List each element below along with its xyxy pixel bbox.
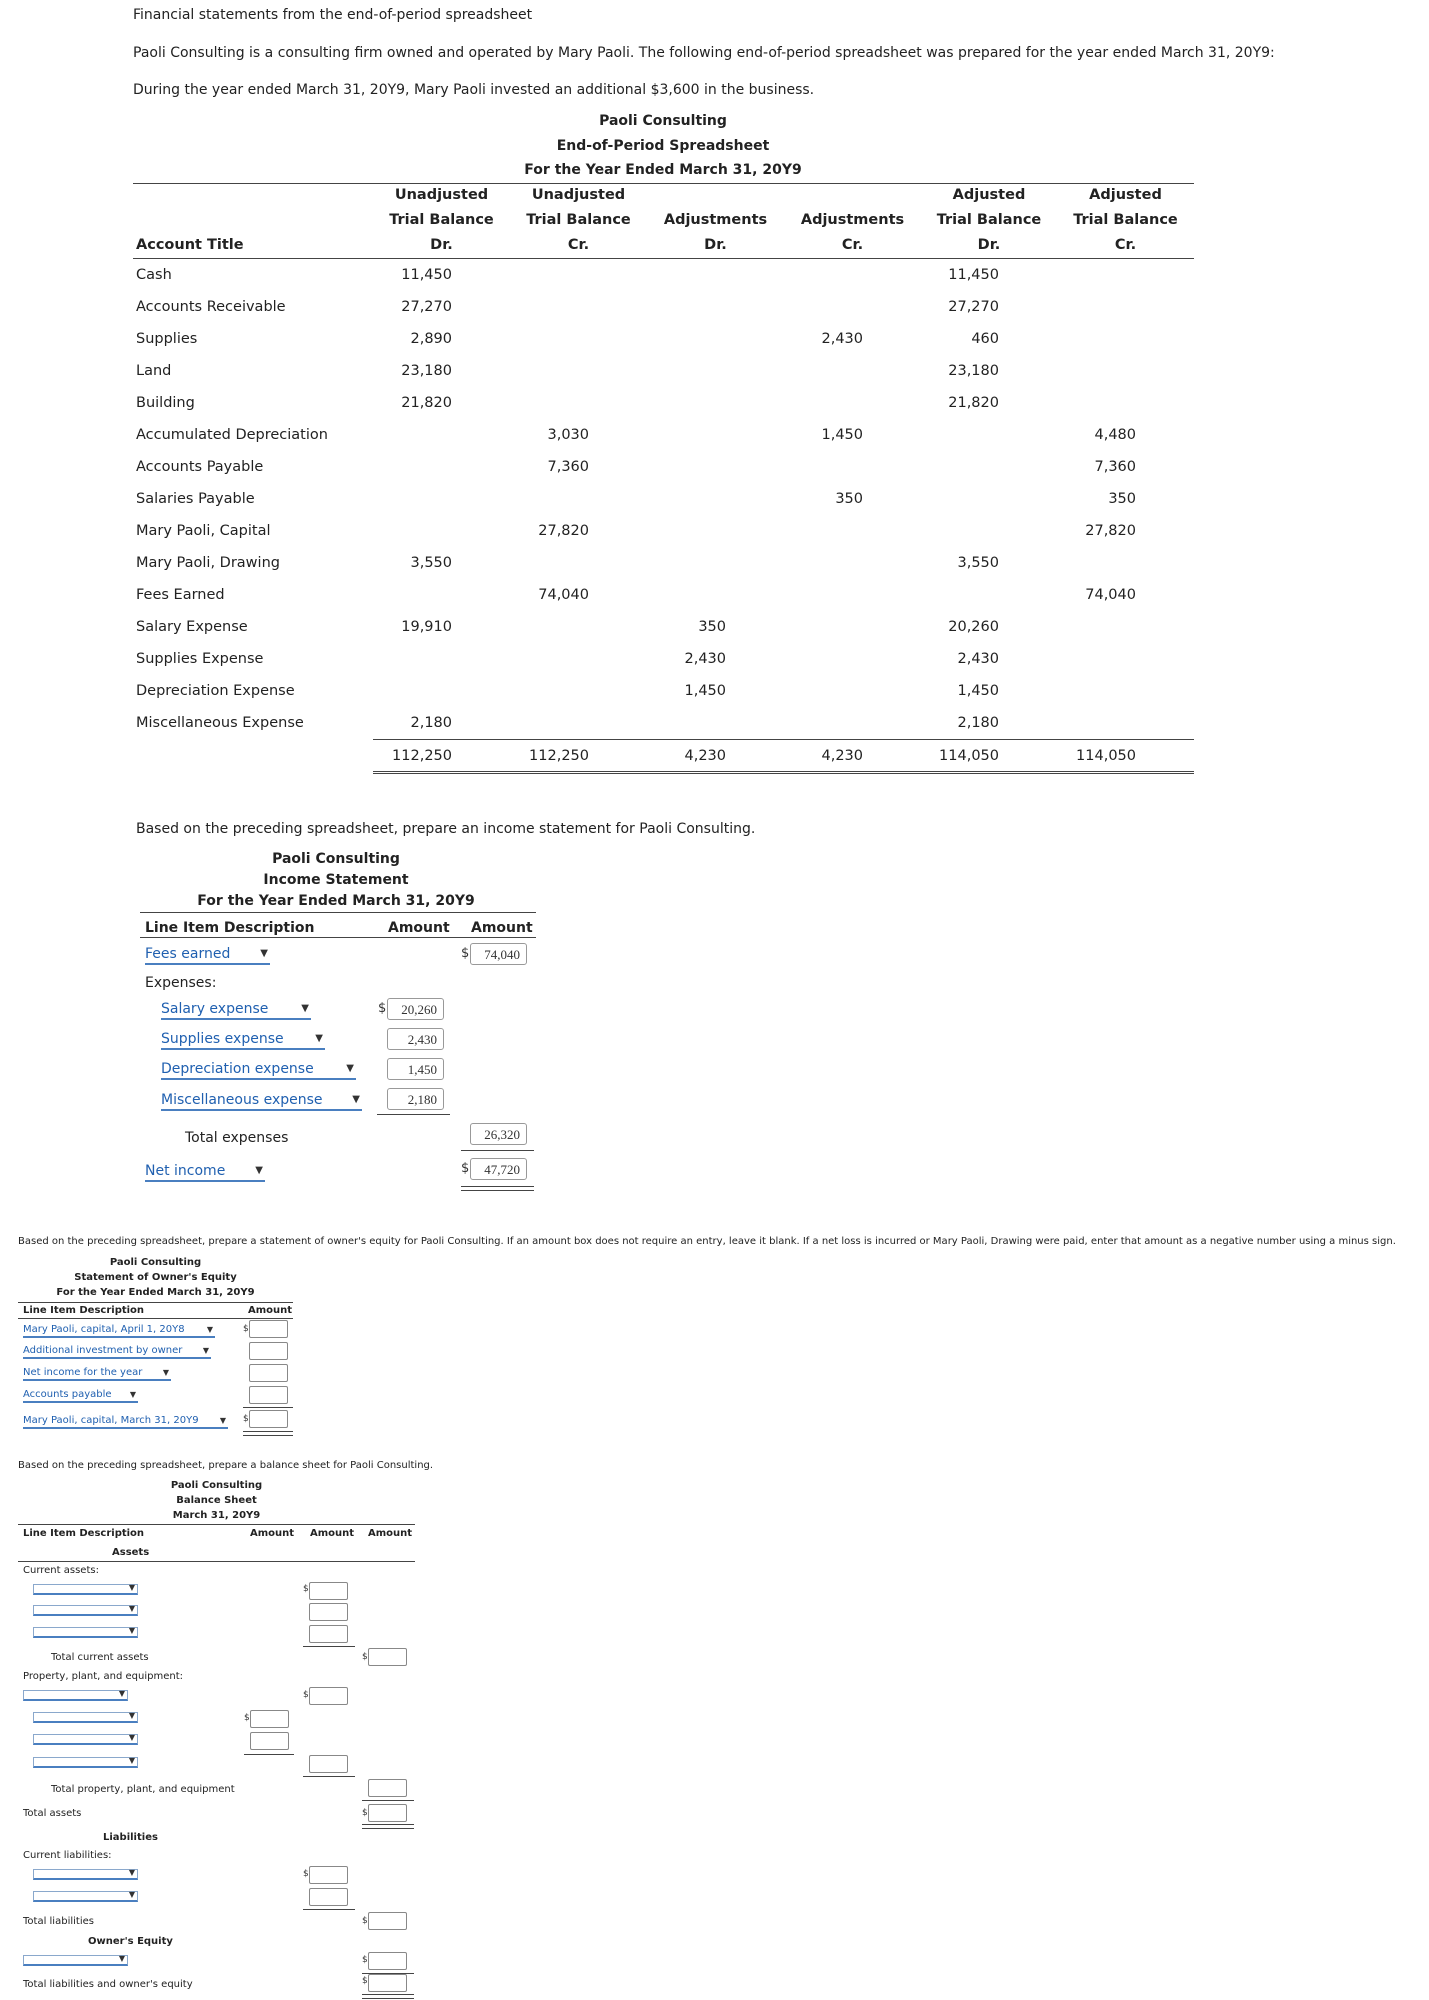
salary-expense-select[interactable]: Salary expense ▼ <box>161 1000 311 1020</box>
total-cell: 112,250 <box>510 740 647 773</box>
owners-equity-prompt: Based on the preceding spreadsheet, prepare a statement of owner's equity for Paoli Consulting. If an amount box does not require an entry, leave it blank. If a net loss is incurred or Mary Paoli, Drawing were paid, enter that amount as a negative number using a minus sign. <box>18 1236 1396 1247</box>
oe-title: Statement of Owner's Equity <box>74 1272 237 1283</box>
amount-cell <box>921 515 1057 547</box>
investment-note: During the year ended March 31, 20Y9, Mary Paoli invested an additional $3,600 in the business. <box>133 82 815 98</box>
col-header: Adjusted <box>952 187 1026 203</box>
net-income-amount[interactable]: 47,720 <box>470 1158 527 1180</box>
amount-cell: 3,550 <box>410 555 452 571</box>
col-header: Dr. <box>647 233 784 259</box>
account-title: Supplies <box>136 331 198 347</box>
col-header <box>133 208 373 233</box>
account-title: Land <box>136 363 172 379</box>
amount-cell <box>1057 611 1194 643</box>
col-header <box>133 183 373 208</box>
amount-cell: 2,180 <box>957 715 999 731</box>
amount-cell: 1,450 <box>957 683 999 699</box>
amount-cell <box>1057 675 1194 707</box>
oe-col-desc: Line Item Description <box>23 1305 145 1316</box>
total-expenses-amount[interactable]: 26,320 <box>470 1123 527 1145</box>
amount-cell: 3,550 <box>957 555 999 571</box>
spreadsheet-row <box>133 355 1194 387</box>
bs-total-assets-label: Total assets <box>23 1808 82 1819</box>
col-header: Cr. <box>1057 233 1194 259</box>
amount-cell: 19,910 <box>401 619 452 635</box>
bs-total-current-assets-amount[interactable] <box>368 1648 407 1666</box>
amount-cell: 1,450 <box>684 683 726 699</box>
amount-cell: 2,430 <box>821 331 863 347</box>
oe-additional-investment-select[interactable]: Additional investment by owner ▼ <box>23 1344 211 1359</box>
amount-cell <box>647 707 784 740</box>
amount-cell <box>647 291 784 323</box>
bs-current-liability-1-amount[interactable] <box>309 1866 348 1884</box>
amount-cell <box>510 259 647 292</box>
bs-total-ppe-amount[interactable] <box>368 1779 407 1797</box>
amount-cell <box>647 515 784 547</box>
bs-ppe-1-amount[interactable] <box>309 1687 348 1705</box>
bs-current-liabilities-label: Current liabilities: <box>23 1850 112 1861</box>
amount-cell: 4,480 <box>1094 427 1136 443</box>
oe-additional-investment-amount[interactable] <box>249 1342 288 1360</box>
total-cell: 4,230 <box>647 740 784 773</box>
bs-ppe-label: Property, plant, and equipment: <box>23 1671 184 1682</box>
bs-total-liabilities-label: Total liabilities <box>23 1916 94 1927</box>
oe-accounts-payable-amount[interactable] <box>249 1386 288 1404</box>
amount-cell <box>784 387 921 419</box>
bs-current-asset-1-amount[interactable] <box>309 1582 348 1600</box>
oe-ending-capital-amount[interactable] <box>249 1410 288 1428</box>
is-period: For the Year Ended March 31, 20Y9 <box>197 893 475 909</box>
amount-cell <box>784 611 921 643</box>
bs-equity-heading: Owner's Equity <box>88 1936 173 1947</box>
amount-cell <box>647 259 784 292</box>
col-header: Trial Balance <box>1073 212 1178 228</box>
is-col-amount-2: Amount <box>471 920 533 936</box>
total-cell: 114,050 <box>1057 740 1194 773</box>
expenses-label: Expenses: <box>145 975 217 991</box>
amount-cell <box>921 451 1057 483</box>
amount-cell <box>373 483 510 515</box>
amount-cell <box>921 483 1057 515</box>
col-header: Cr. <box>784 233 921 259</box>
amount-cell <box>647 579 784 611</box>
amount-cell: 23,180 <box>401 363 452 379</box>
amount-cell <box>510 387 647 419</box>
bs-equity-amount[interactable] <box>368 1952 407 1970</box>
spreadsheet-row <box>133 707 1194 740</box>
end-of-period-spreadsheet <box>133 183 1194 774</box>
amount-cell: 27,270 <box>948 299 999 315</box>
bs-current-asset-2-select[interactable]: ▼ <box>33 1605 138 1616</box>
col-header: Dr. <box>921 233 1057 259</box>
amount-cell <box>510 611 647 643</box>
miscellaneous-expense-select[interactable]: Miscellaneous expense ▼ <box>161 1091 362 1111</box>
bs-total-liab-equity-label: Total liabilities and owner's equity <box>23 1979 193 1990</box>
col-header: Trial Balance <box>526 212 631 228</box>
balance-sheet-prompt: Based on the preceding spreadsheet, prepare a balance sheet for Paoli Consulting. <box>18 1460 434 1471</box>
bs-current-asset-3-select[interactable]: ▼ <box>33 1627 138 1638</box>
bs-company: Paoli Consulting <box>170 1480 263 1491</box>
amount-cell: 460 <box>971 331 999 347</box>
bs-ppe-3-amount[interactable] <box>250 1732 289 1750</box>
amount-cell: 27,820 <box>538 523 589 539</box>
amount-cell <box>373 579 510 611</box>
amount-cell: 7,360 <box>547 459 589 475</box>
amount-cell: 21,820 <box>948 395 999 411</box>
depreciation-expense-select[interactable]: Depreciation expense ▼ <box>161 1060 356 1080</box>
oe-col-amount: Amount <box>248 1305 293 1316</box>
col-header: Cr. <box>510 233 647 259</box>
amount-cell <box>1057 547 1194 579</box>
amount-cell <box>784 643 921 675</box>
amount-cell <box>1057 323 1194 355</box>
amount-cell <box>784 451 921 483</box>
amount-cell: 74,040 <box>538 587 589 603</box>
spreadsheet-row <box>133 515 1194 547</box>
amount-cell <box>510 675 647 707</box>
totals-label <box>133 740 373 773</box>
amount-cell <box>373 675 510 707</box>
bs-ppe-4-amount[interactable] <box>309 1755 348 1773</box>
total-cell: 4,230 <box>784 740 921 773</box>
amount-cell <box>647 483 784 515</box>
amount-cell: 2,890 <box>410 331 452 347</box>
amount-cell <box>647 355 784 387</box>
bs-current-asset-3-amount[interactable] <box>309 1625 348 1643</box>
amount-cell: 20,260 <box>948 619 999 635</box>
amount-cell: 21,820 <box>401 395 452 411</box>
bs-col-amount-3: Amount <box>368 1528 413 1539</box>
amount-cell: 2,430 <box>957 651 999 667</box>
amount-cell <box>784 579 921 611</box>
account-title: Miscellaneous Expense <box>136 715 304 732</box>
bs-ppe-2-select[interactable]: ▼ <box>33 1712 138 1723</box>
col-header: Adjustments <box>800 212 905 228</box>
amount-cell <box>784 707 921 740</box>
supplies-expense-amount[interactable]: 2,430 <box>387 1028 444 1050</box>
amount-cell: 7,360 <box>1094 459 1136 475</box>
page-title: Financial statements from the end-of-period spreadsheet <box>133 7 533 23</box>
net-income-select[interactable]: Net income ▼ <box>145 1162 265 1182</box>
bs-total-assets-amount[interactable] <box>368 1804 407 1822</box>
amount-cell <box>784 259 921 292</box>
miscellaneous-expense-amount[interactable]: 2,180 <box>387 1088 444 1110</box>
is-col-amount-1: Amount <box>388 920 450 936</box>
intro-text: Paoli Consulting is a consulting firm owned and operated by Mary Paoli. The following end-of-period spreadsheet was prepared for the year ended March 31, 20Y9: <box>133 45 1275 61</box>
col-header <box>784 183 921 208</box>
amount-cell <box>647 419 784 451</box>
spreadsheet-period: For the Year Ended March 31, 20Y9 <box>524 162 802 178</box>
account-title: Salary Expense <box>136 619 248 635</box>
amount-cell <box>1057 707 1194 740</box>
spreadsheet-row <box>133 259 1194 292</box>
amount-cell <box>784 515 921 547</box>
bs-total-current-assets-label: Total current assets <box>51 1652 149 1663</box>
income-statement-prompt: Based on the preceding spreadsheet, prepare an income statement for Paoli Consulting. <box>136 821 756 837</box>
bs-current-liability-1-select[interactable]: ▼ <box>33 1869 138 1880</box>
spreadsheet-name: End-of-Period Spreadsheet <box>556 138 770 154</box>
amount-cell: 350 <box>1108 491 1136 507</box>
bs-liabilities-heading: Liabilities <box>103 1832 158 1843</box>
amount-cell: 2,180 <box>410 715 452 731</box>
bs-current-assets-label: Current assets: <box>23 1565 99 1576</box>
account-title: Accumulated Depreciation <box>136 427 328 443</box>
amount-cell: 3,030 <box>547 427 589 443</box>
amount-cell <box>1057 291 1194 323</box>
bs-date: March 31, 20Y9 <box>172 1510 261 1521</box>
amount-cell <box>510 547 647 579</box>
amount-cell <box>373 515 510 547</box>
oe-ending-capital-select[interactable]: Mary Paoli, capital, March 31, 20Y9 ▼ <box>23 1414 228 1429</box>
spreadsheet-row <box>133 675 1194 707</box>
spreadsheet-row <box>133 291 1194 323</box>
amount-cell <box>647 387 784 419</box>
amount-cell: 350 <box>698 619 726 635</box>
bs-current-liability-2-amount[interactable] <box>309 1888 348 1906</box>
account-title: Building <box>136 395 195 411</box>
amount-cell: 74,040 <box>1085 587 1136 603</box>
account-title: Supplies Expense <box>136 651 264 667</box>
bs-ppe-3-select[interactable]: ▼ <box>33 1734 138 1745</box>
amount-cell <box>1057 355 1194 387</box>
amount-cell: 27,820 <box>1085 523 1136 539</box>
account-title: Cash <box>136 267 172 283</box>
spreadsheet-totals-row <box>133 740 1194 773</box>
oe-net-income-amount[interactable] <box>249 1364 288 1382</box>
amount-cell <box>510 483 647 515</box>
supplies-expense-select[interactable]: Supplies expense ▼ <box>161 1030 325 1050</box>
bs-col-amount-1: Amount <box>250 1528 295 1539</box>
account-title: Accounts Payable <box>136 459 264 475</box>
oe-accounts-payable-select[interactable]: Accounts payable ▼ <box>23 1388 138 1403</box>
bs-title: Balance Sheet <box>176 1495 257 1506</box>
bs-current-liability-2-select[interactable]: ▼ <box>33 1891 138 1902</box>
oe-beginning-capital-amount[interactable] <box>249 1320 288 1338</box>
spreadsheet-row <box>133 611 1194 643</box>
amount-cell <box>510 355 647 387</box>
amount-cell <box>373 451 510 483</box>
account-title: Depreciation Expense <box>136 683 295 699</box>
bs-current-asset-2-amount[interactable] <box>309 1603 348 1621</box>
bs-ppe-4-select[interactable]: ▼ <box>33 1757 138 1768</box>
amount-cell <box>1057 643 1194 675</box>
spreadsheet-row <box>133 547 1194 579</box>
account-title: Fees Earned <box>136 587 225 603</box>
col-header: Trial Balance <box>389 212 494 228</box>
spreadsheet-row <box>133 483 1194 515</box>
amount-cell <box>1057 387 1194 419</box>
spreadsheet-row <box>133 323 1194 355</box>
col-header: Adjustments <box>663 212 768 228</box>
col-header: Adjusted <box>1089 187 1162 203</box>
amount-cell <box>784 291 921 323</box>
spreadsheet-row <box>133 387 1194 419</box>
bs-ppe-2-amount[interactable] <box>250 1710 289 1728</box>
salary-expense-amount[interactable]: 20,260 <box>387 998 444 1020</box>
bs-total-liab-equity-amount[interactable] <box>368 1974 407 1992</box>
oe-company: Paoli Consulting <box>109 1257 202 1268</box>
amount-cell <box>510 707 647 740</box>
col-header: Account Title <box>133 233 373 259</box>
total-expenses-label: Total expenses <box>185 1130 289 1146</box>
account-title: Accounts Receivable <box>136 299 286 315</box>
amount-cell: 11,450 <box>401 267 452 283</box>
amount-cell <box>1057 259 1194 292</box>
amount-cell <box>647 323 784 355</box>
bs-col-desc: Line Item Description <box>23 1528 145 1539</box>
total-cell: 114,050 <box>921 740 1057 773</box>
spreadsheet-company: Paoli Consulting <box>599 113 727 129</box>
account-title: Salaries Payable <box>136 491 255 507</box>
bs-col-amount-2: Amount <box>310 1528 355 1539</box>
amount-cell <box>510 291 647 323</box>
amount-cell <box>373 643 510 675</box>
amount-cell <box>510 323 647 355</box>
spreadsheet-row <box>133 579 1194 611</box>
amount-cell: 23,180 <box>948 363 999 379</box>
bs-ppe-1-select[interactable]: ▼ <box>23 1690 128 1701</box>
amount-cell <box>784 547 921 579</box>
amount-cell <box>784 675 921 707</box>
bs-total-ppe-label: Total property, plant, and equipment <box>51 1784 235 1795</box>
col-header: Dr. <box>373 233 510 259</box>
col-header: Unadjusted <box>531 187 626 203</box>
account-title: Mary Paoli, Capital <box>136 523 271 539</box>
amount-cell: 2,430 <box>684 651 726 667</box>
oe-period: For the Year Ended March 31, 20Y9 <box>56 1287 255 1298</box>
fees-earned-amount[interactable]: 74,040 <box>470 943 527 965</box>
total-cell: 112,250 <box>373 740 510 773</box>
col-header: Trial Balance <box>936 212 1042 228</box>
oe-net-income-select[interactable]: Net income for the year ▼ <box>23 1366 171 1381</box>
is-col-desc: Line Item Description <box>145 920 315 936</box>
spreadsheet-row <box>133 451 1194 483</box>
col-header: Unadjusted <box>394 187 489 203</box>
spreadsheet-row <box>133 419 1194 451</box>
amount-cell <box>510 643 647 675</box>
amount-cell: 11,450 <box>948 267 999 283</box>
amount-cell <box>647 547 784 579</box>
amount-cell <box>373 419 510 451</box>
col-header <box>647 183 784 208</box>
amount-cell <box>784 355 921 387</box>
is-title: Income Statement <box>263 872 409 888</box>
spreadsheet-row <box>133 643 1194 675</box>
is-company: Paoli Consulting <box>272 851 400 867</box>
amount-cell: 1,450 <box>821 427 863 443</box>
account-title: Mary Paoli, Drawing <box>136 555 280 571</box>
fees-earned-select[interactable]: Fees earned ▼ <box>145 945 270 965</box>
bs-total-liabilities-amount[interactable] <box>368 1912 407 1930</box>
bs-current-asset-1-select[interactable]: ▼ <box>33 1584 138 1595</box>
amount-cell: 27,270 <box>401 299 452 315</box>
oe-beginning-capital-select[interactable]: Mary Paoli, capital, April 1, 20Y8 ▼ <box>23 1323 215 1338</box>
amount-cell <box>647 451 784 483</box>
bs-assets-heading: Assets <box>112 1547 150 1558</box>
amount-cell <box>921 419 1057 451</box>
amount-cell: 350 <box>835 491 863 507</box>
amount-cell <box>921 579 1057 611</box>
bs-equity-select[interactable]: ▼ <box>23 1955 128 1966</box>
depreciation-expense-amount[interactable]: 1,450 <box>387 1058 444 1080</box>
